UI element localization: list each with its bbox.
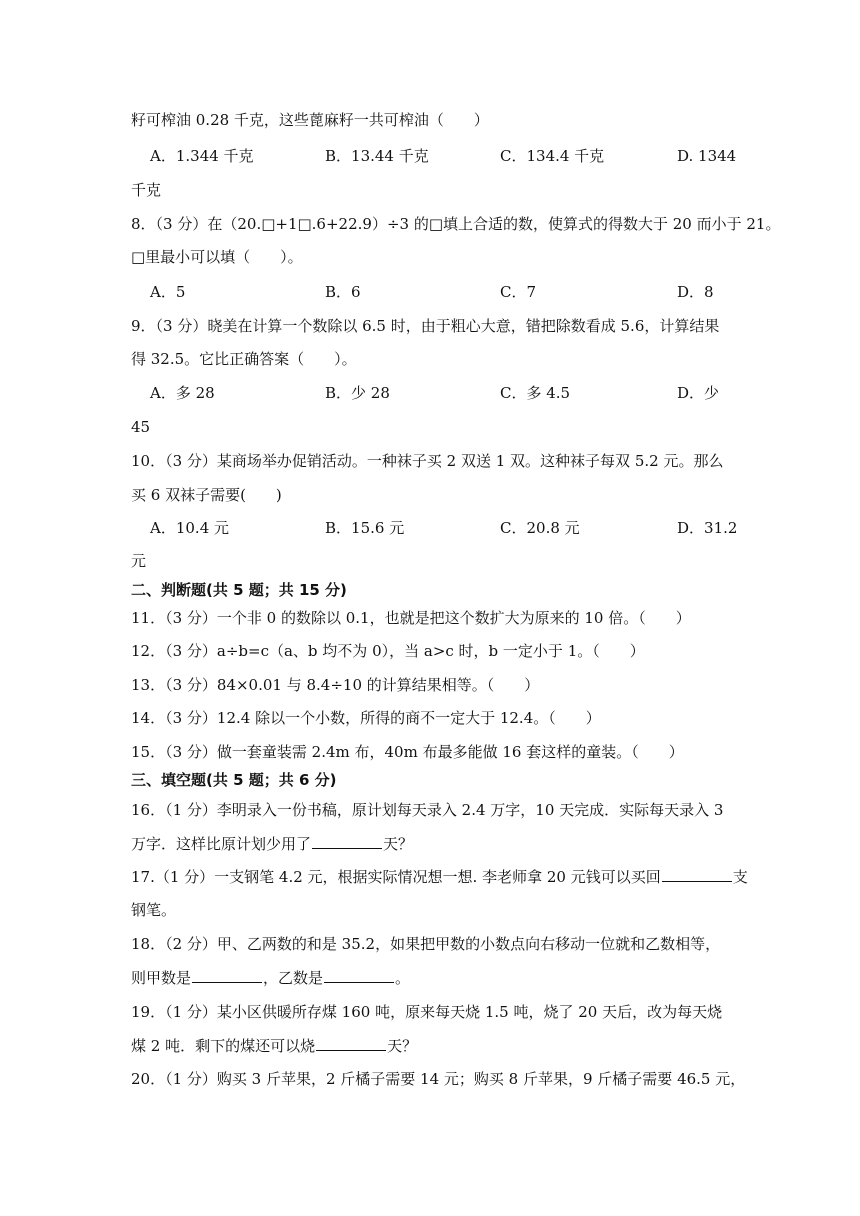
q20-stem-line1: 20．（1 分）购买 3 斤苹果，2 斤橘子需要 14 元；购买 8 斤苹果，9 斤橘子需要 46.5 元， (131, 1070, 746, 1088)
q8-option-b[interactable]: B．6 (325, 283, 361, 301)
q7-option-d-wrap: 千克 (131, 181, 162, 199)
question-13: 13．（3 分）84×0.01 与 8.4÷10 的计算结果相等。（ ） (131, 676, 540, 694)
q9-stem-line1: 9．（3 分）晓美在计算一个数除以 6.5 时，由于粗心大意，错把除数看成 5.6，计算结果 (131, 317, 720, 335)
q16-text-b: 天？ (383, 835, 414, 853)
q10-option-d-wrap: 元 (131, 552, 147, 570)
q10-option-b[interactable]: B．15.6 元 (325, 519, 405, 537)
q8-option-d[interactable]: D．8 (677, 283, 714, 301)
q9-option-a[interactable]: A．多 28 (150, 384, 215, 402)
q10-stem-line2: 买 6 双袜子需要( ) (131, 486, 282, 504)
q17-answer-blank[interactable] (662, 866, 732, 882)
q18-answer-blank-1[interactable] (192, 967, 262, 983)
q10-option-a[interactable]: A．10.4 元 (150, 519, 229, 537)
q10-option-d[interactable]: D．31.2 (677, 519, 738, 537)
q16-stem-line2 (131, 833, 731, 854)
q17-stem-line2: 钢笔。 (131, 901, 177, 919)
q18-text-a: 则甲数是 (131, 969, 192, 987)
q16-answer-blank[interactable] (312, 833, 382, 849)
q9-option-b[interactable]: B．少 28 (325, 384, 390, 402)
question-11: 11．（3 分）一个非 0 的数除以 0.1，也就是把这个数扩大为原来的 10 倍。（ ） (131, 609, 691, 627)
q7-option-a[interactable]: A．1.344 千克 (150, 147, 254, 165)
q18-text-b: ，乙数是 (263, 969, 324, 987)
q19-answer-blank[interactable] (316, 1035, 386, 1051)
question-14: 14．（3 分）12.4 除以一个小数，所得的商不一定大于 12.4。（ ） (131, 709, 601, 727)
q18-text-c: 。 (395, 969, 411, 987)
q7-option-d[interactable]: D. 1344 (677, 147, 737, 165)
q16-text-a: 万字．这样比原计划少用了 (131, 835, 312, 853)
q17-text-a: 17.（1 分）一支钢笔 4.2 元，根据实际情况想一想. 李老师拿 20 元钱可以买回 (131, 868, 661, 886)
q18-answer-blank-2[interactable] (324, 967, 394, 983)
q10-stem-line1: 10．（3 分）某商场举办促销活动。一种袜子买 2 双送 1 双。这种袜子每双 5.2 元。那么 (131, 452, 724, 470)
q19-text-b: 天？ (387, 1037, 418, 1055)
q9-option-d[interactable]: D．少 (677, 384, 720, 402)
q19-stem-line2 (131, 1035, 731, 1056)
q9-stem-line2: 得 32.5。它比正确答案（ ）。 (131, 350, 357, 368)
q8-option-a[interactable]: A．5 (150, 283, 186, 301)
section-2-heading: 二、判断题(共 5 题；共 15 分) (131, 581, 347, 599)
question-15: 15．（3 分）做一套童装需 2.4m 布，40m 布最多能做 16 套这样的童装。（ ） (131, 743, 684, 761)
section-3-heading: 三、填空题(共 5 题；共 6 分) (131, 771, 337, 789)
q8-stem-line1: 8．（3 分）在（20.□+1□.6+22.9）÷3 的□填上合适的数，使算式的得数大于 20 而小于 21。 (131, 215, 781, 233)
q10-option-c[interactable]: C．20.8 元 (500, 519, 580, 537)
q8-stem-line2: □里最小可以填（ ）。 (131, 248, 303, 266)
q19-stem-line1: 19．（1 分）某小区供暖所存煤 160 吨，原来每天烧 1.5 吨，烧了 20 天后，改为每天烧 (131, 1003, 723, 1021)
q19-text-a: 煤 2 吨．剩下的煤还可以烧 (131, 1037, 316, 1055)
q16-stem-line1: 16．（1 分）李明录入一份书稿，原计划每天录入 2.4 万字，10 天完成．实际每天录入 3 (131, 801, 724, 819)
q17-stem-line1 (131, 866, 748, 887)
q18-stem-line1: 18．（2 分）甲、乙两数的和是 35.2，如果把甲数的小数点向右移动一位就和乙数相等， (131, 935, 721, 953)
q9-option-c[interactable]: C．多 4.5 (500, 384, 571, 402)
q7-stem-tail: 籽可榨油 0.28 千克，这些蓖麻籽一共可榨油（ ） (131, 111, 489, 129)
q18-stem-line2 (131, 967, 731, 988)
q8-option-c[interactable]: C．7 (500, 283, 537, 301)
q9-option-d-wrap: 45 (131, 418, 151, 436)
q7-option-c[interactable]: C．134.4 千克 (500, 147, 605, 165)
question-12: 12．（3 分）a÷b=c（a、b 均不为 0），当 a>c 时，b 一定小于 1。（ ） (131, 642, 645, 660)
q7-option-b[interactable]: B．13.44 千克 (325, 147, 429, 165)
q17-text-b: 支 (732, 868, 748, 886)
